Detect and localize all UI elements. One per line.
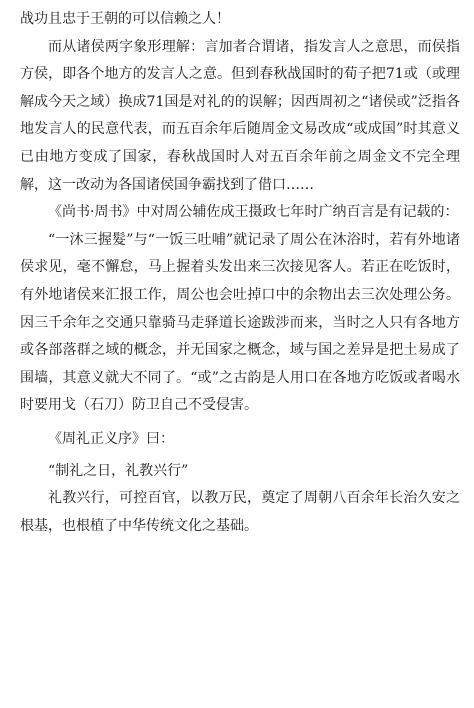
- paragraph-continuation: 战功且忠于王朝的可以信赖之人！: [20, 11, 230, 27]
- paragraph-zhouli-intro: 《周礼正义序》曰：: [48, 430, 174, 447]
- quote-zhili: “制礼之日，礼教兴行”: [48, 462, 189, 479]
- paragraph-zhougong-story: “一沐三握髮”与“一饭三吐哺”就记录了周公在沐浴时，若有外地诸侯求见，毫不懈怠，马上握着头发出来三次接见客人。若正在吃饭时，有外地诸侯来汇报工作，周公也会吐掉口中的余物出去三次处理公务。因三千余年之交通只靠骑马走驿道长途跋涉而来，当时之人只有各地方或各部落群之域的概念，并无国家之概念，域与国之差异是把土易成了围墙，其意义就大不同了。“或”之古韵是人用口在各地方吃饭或者喝水时要用戈（石刀）防卫自己不受侵害。: [20, 231, 460, 414]
- paragraph-conclusion: 礼教兴行，可控百官，以教万民，奠定了周朝八百余年长治久安之根基，也根植了中华传统文化之基础。: [20, 490, 460, 534]
- paragraph-shangshu-intro: 《尚书·周书》中对周公辅佐成王摄政七年时广纳百言是有记载的：: [48, 204, 459, 221]
- paragraph-zhuhou-etymology: 而从诸侯两字象形理解：言加者合谓诸，指发言人之意思，而侯指方侯，即各个地方的发言人之意。但到春秋战国时的荀子把71或（或理解成今天之域）换成71国是对礼的的误解；因西周初之“诸侯或”泛指各地发言人的民意代表，而五百余年后随周金文易改成“或成国”时其意义已由地方变成了国家，春秋战国时人对五百余年前之周金文不完全理解，这一改动为各国诸侯国争霸找到了借口……: [20, 38, 460, 193]
